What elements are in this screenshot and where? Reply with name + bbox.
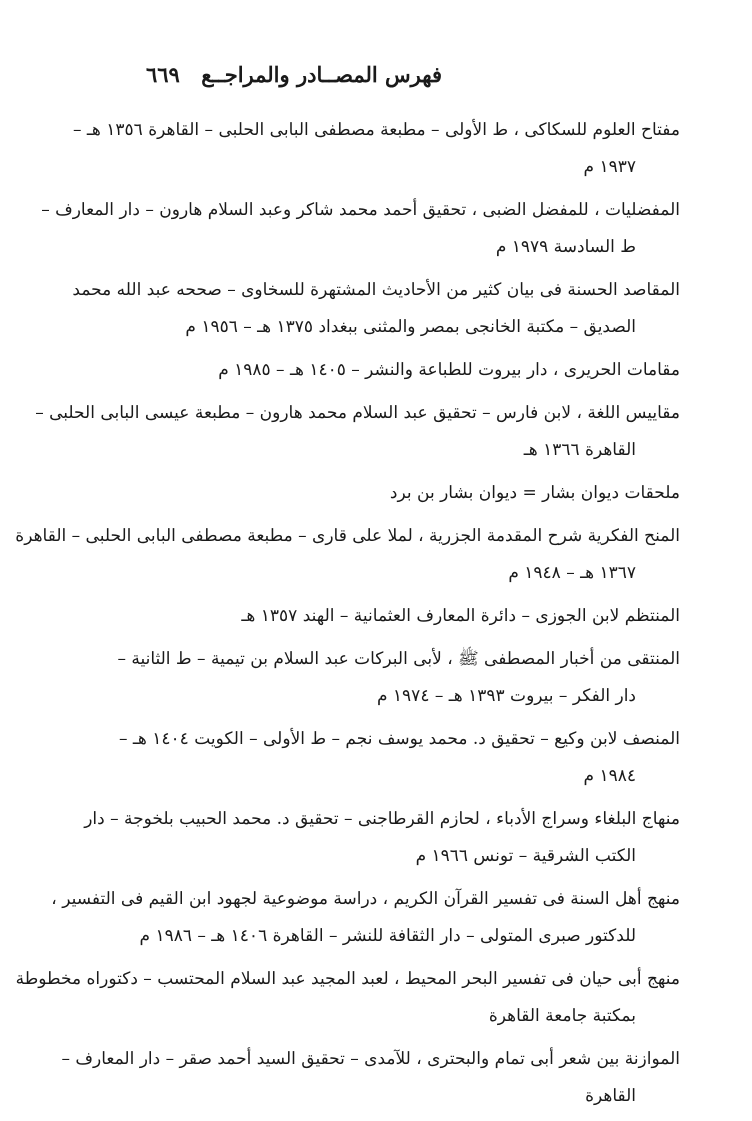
entry-first-line: منهاج البلغاء وسراج الأدباء ، لحازم القرطاجنى – تحقيق د. محمد الحبيب بلخوجة – دار: [84, 809, 680, 829]
bibliography-list: [15, 112, 680, 1121]
entry-continuation-line: بمكتبة جامعة القاهرة: [488, 1006, 636, 1026]
entry-first-line: منهج أبى حيان فى تفسير البحر المحيط ، لعبد المجيد عبد السلام المحتسب – دكتوراه مخطوطة: [15, 969, 680, 989]
entry-continuation-line: القاهرة ١٣٦٦ هـ: [523, 440, 636, 460]
entry-continuation-line: للدكتور صبرى المتولى – دار الثقافة للنشر – القاهرة ١٤٠٦ هـ – ١٩٨٦ م: [139, 926, 636, 946]
page-header: [120, 62, 602, 98]
bibliography-entry: [15, 961, 680, 1035]
entry-first-line: المنتقى من أخبار المصطفى ﷺ ، لأبى البركات عبد السلام بن تيمية – ط الثانية –: [117, 649, 680, 669]
bibliography-entry: [35, 395, 680, 469]
bibliography-entry: [70, 721, 680, 795]
entry-continuation-line: القاهرة: [585, 1086, 636, 1106]
bibliography-entry: [70, 272, 680, 346]
entry-first-line: ملحقات ديوان بشار = ديوان بشار بن برد: [389, 483, 680, 503]
entry-first-line: المنصف لابن وكيع – تحقيق د. محمد يوسف نجم – ط الأولى – الكويت ١٤٠٤ هـ –: [119, 729, 680, 749]
entry-continuation-line: ١٩٣٧ م: [583, 157, 636, 177]
bibliography-entry: [70, 598, 680, 635]
entry-first-line: المقاصد الحسنة فى بيان كثير من الأحاديث المشتهرة للسخاوى – صححه عبد الله محمد: [72, 280, 680, 300]
entry-continuation-line: ١٣٦٧ هـ – ١٩٤٨ م: [508, 563, 636, 583]
entry-continuation-line: ١٩٨٤ م: [583, 766, 636, 786]
entry-continuation-line: دار الفكر – بيروت ١٣٩٣ هـ – ١٩٧٤ م: [376, 686, 636, 706]
entry-first-line: المفضليات ، للمفضل الضبى ، تحقيق أحمد محمد شاكر وعبد السلام هارون – دار المعارف –: [41, 200, 680, 220]
page-number: ٦٦٩: [146, 62, 180, 87]
entry-first-line: مقاييس اللغة ، لابن فارس – تحقيق عبد السلام محمد هارون – مطبعة عيسى البابى الحلبى –: [35, 403, 680, 423]
bibliography-entry: [41, 192, 680, 266]
bibliography-entry: [70, 801, 680, 875]
entry-first-line: المنح الفكرية شرح المقدمة الجزرية ، لملا على قارى – مطبعة مصطفى البابى الحلبى – القاهرة: [15, 526, 680, 546]
bibliography-entry: [70, 352, 680, 389]
entry-continuation-line: الصديق – مكتبة الخانجى بمصر والمثنى ببغداد ١٣٧٥ هـ – ١٩٥٦ م: [185, 317, 636, 337]
bibliography-entry: [70, 641, 680, 715]
entry-first-line: المنتظم لابن الجوزى – دائرة المعارف العثمانية – الهند ١٣٥٧ هـ: [241, 606, 680, 626]
entry-first-line: مفتاح العلوم للسكاكى ، ط الأولى – مطبعة مصطفى البابى الحلبى – القاهرة ١٣٥٦ هـ –: [73, 120, 680, 140]
bibliography-entry: [70, 475, 680, 512]
entry-first-line: مقامات الحريرى ، دار بيروت للطباعة والنشر – ١٤٠٥ هـ – ١٩٨٥ م: [218, 360, 680, 380]
entry-first-line: الموازنة بين شعر أبى تمام والبحترى ، للآمدى – تحقيق السيد أحمد صقر – دار المعارف –: [61, 1049, 680, 1069]
bibliography-entry: [61, 1041, 680, 1115]
entry-continuation-line: ط السادسة ١٩٧٩ م: [495, 237, 636, 257]
bibliography-entry: [15, 518, 680, 592]
entry-continuation-line: الكتب الشرقية – تونس ١٩٦٦ م: [415, 846, 636, 866]
bibliography-entry: [70, 112, 680, 186]
entry-first-line: منهج أهل السنة فى تفسير القرآن الكريم ، دراسة موضوعية لجهود ابن القيم فى التفسير ،: [51, 889, 680, 909]
bibliography-entry: [51, 881, 680, 955]
running-title: فهرس المصــادر والمراجــع: [201, 62, 442, 87]
